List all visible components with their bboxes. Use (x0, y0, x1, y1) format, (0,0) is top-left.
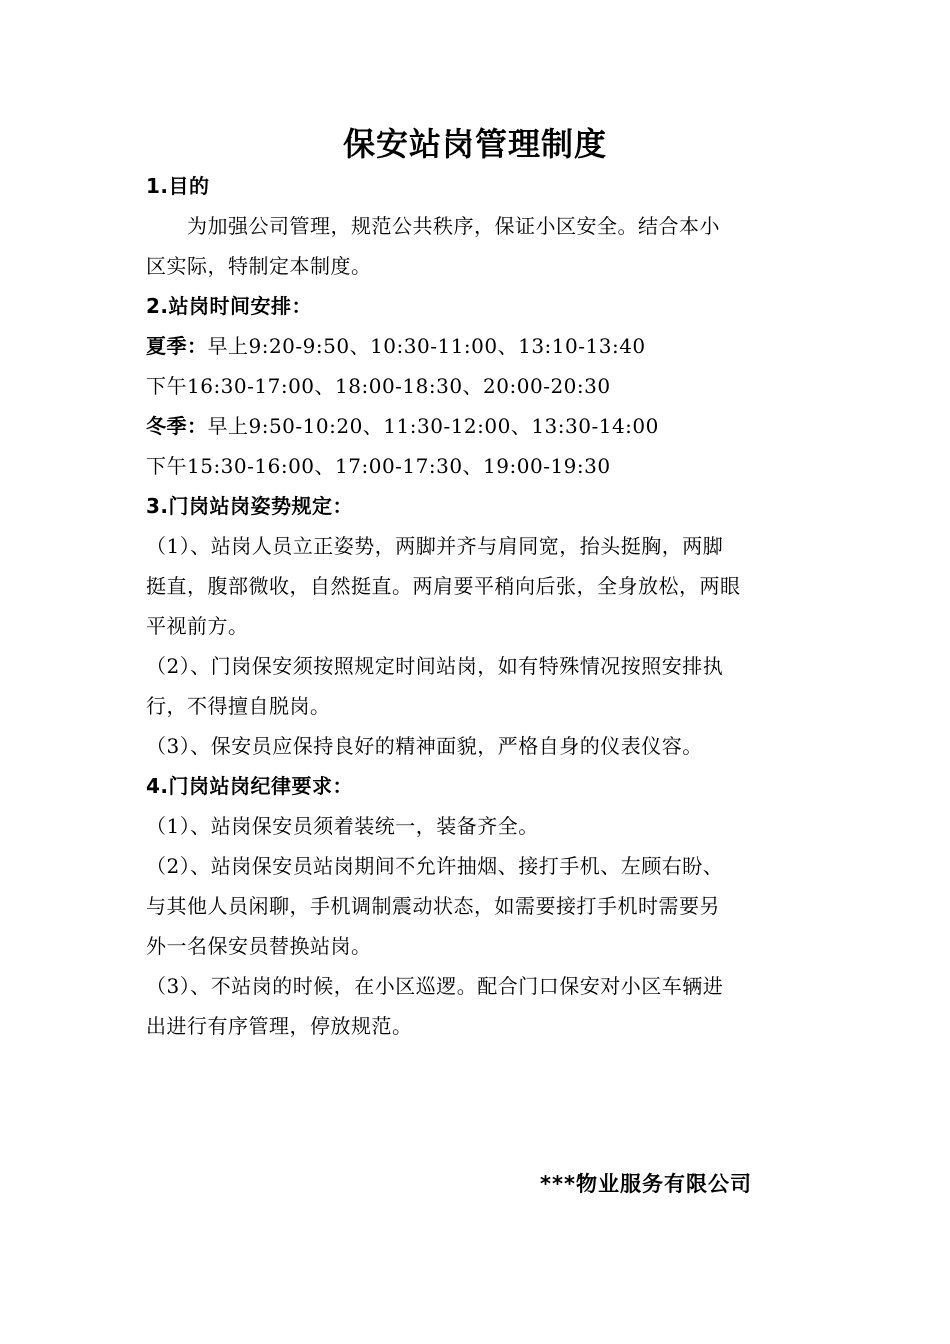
section-4-line: 外一名保安员替换站岗。 (146, 934, 372, 958)
section-3-line: 挺直，腹部微收，自然挺直。两肩要平稍向后张，全身放松，两眼 (146, 574, 741, 598)
section-1-line: 为加强公司管理，规范公共秩序，保证小区安全。结合本小 (146, 214, 720, 238)
winter-morning-times: 早上9:50-10:20、11:30-12:00、13:30-14:00 (207, 414, 659, 438)
section-1-line: 区实际，特制定本制度。 (146, 254, 372, 278)
section-4-line: （2）、站岗保安员站岗期间不允许抽烟、接打手机、左顾右盼、 (146, 854, 724, 878)
section-3-line: 平视前方。 (146, 614, 249, 638)
section-3-heading: 3.门岗站岗姿势规定： (146, 494, 354, 518)
section-3-line: （1）、站岗人员立正姿势，两脚并齐与肩同宽，抬头挺胸，两脚 (146, 534, 724, 558)
winter-label: 冬季： (146, 414, 208, 438)
section-3-line: （3）、保安员应保持良好的精神面貌，严格自身的仪表仪容。 (146, 734, 703, 758)
section-4-heading: 4.门岗站岗纪律要求： (146, 774, 354, 798)
section-2-heading: 2.站岗时间安排： (146, 294, 313, 318)
summer-afternoon-times: 下午16:30-17:00、18:00-18:30、20:00-20:30 (146, 374, 611, 398)
document-title: 保安站岗管理制度 (342, 125, 607, 163)
company-signature: ***物业服务有限公司 (540, 1172, 752, 1196)
summer-schedule-morning (146, 332, 816, 360)
winter-afternoon-times: 下午15:30-16:00、17:00-17:30、19:00-19:30 (146, 454, 611, 478)
winter-schedule-morning (146, 412, 816, 440)
section-1-heading: 1.目的 (146, 174, 210, 198)
section-3-line: 行，不得擅自脱岗。 (146, 694, 331, 718)
section-4-line: （1）、站岗保安员须着装统一，装备齐全。 (146, 814, 539, 838)
summer-morning-times: 早上9:20-9:50、10:30-11:00、13:10-13:40 (207, 334, 646, 358)
summer-label: 夏季： (146, 334, 208, 358)
section-4-line: 出进行有序管理，停放规范。 (146, 1014, 413, 1038)
section-3-line: （2）、门岗保安须按照规定时间站岗，如有特殊情况按照安排执 (146, 654, 724, 678)
section-4-line: 与其他人员闲聊，手机调制震动状态，如需要接打手机时需要另 (146, 894, 720, 918)
section-4-line: （3）、不站岗的时候，在小区巡逻。配合门口保安对小区车辆进 (146, 974, 724, 998)
